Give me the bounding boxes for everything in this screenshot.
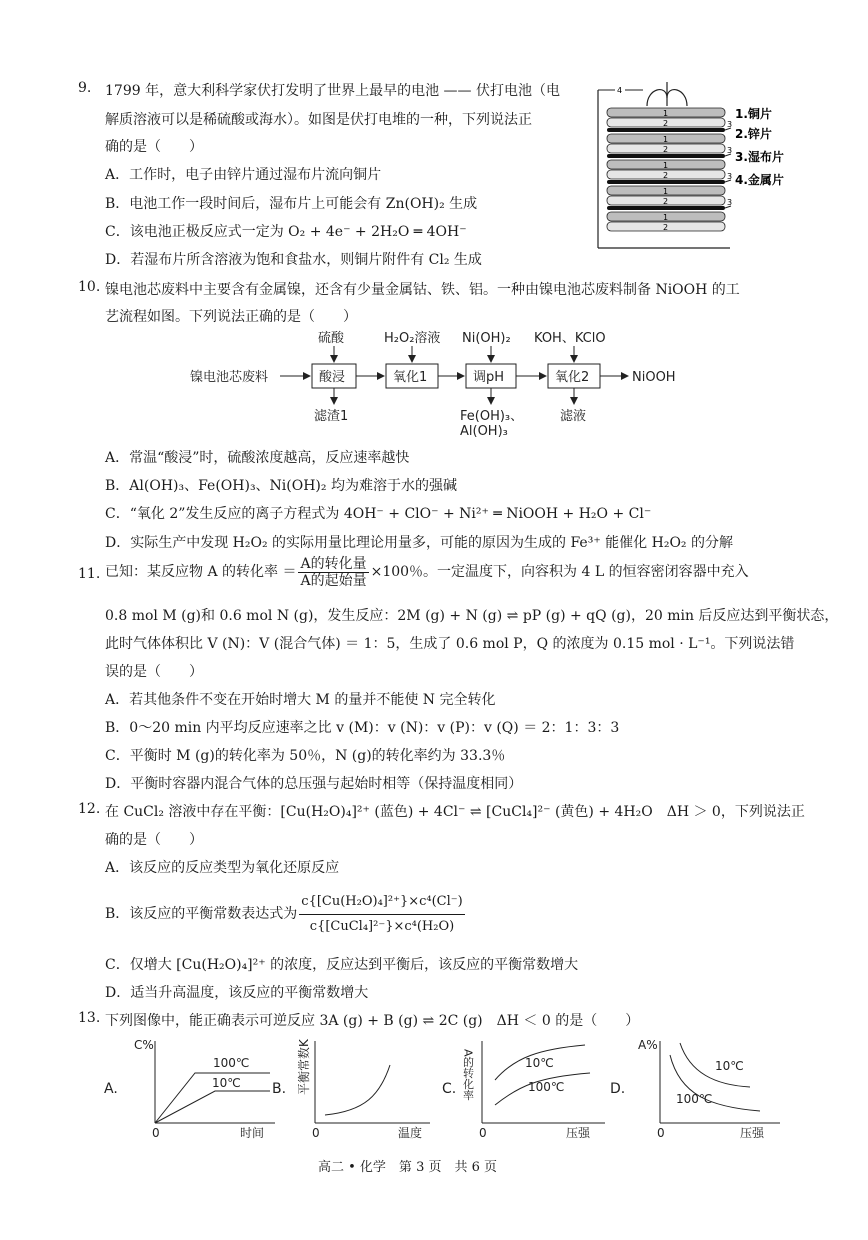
graph-c-origin: 0 <box>479 1126 487 1140</box>
fig-legend-cloth: 3.湿布片 <box>735 150 784 164</box>
flow-oxidation-1: 氧化1 <box>393 370 428 385</box>
pile-layer-label: 3 <box>727 120 733 129</box>
graph-a-xlabel: 时间 <box>240 1126 265 1140</box>
pile-layer-label: 1 <box>663 109 669 118</box>
q12-option-a[interactable]: A．该反应的反应类型为氧化还原反应 <box>105 860 340 876</box>
flow-output-residue: 滤渣1 <box>314 409 349 424</box>
q9-option-c[interactable]: C．该电池正极反应式一定为 O₂ + 4e⁻ + 2H₂O ═ 4OH⁻ <box>105 224 467 240</box>
pile-layer-label: 1 <box>663 213 669 222</box>
q9-option-a[interactable]: A．工作时，电子由锌片通过湿布片流向铜片 <box>105 167 382 183</box>
graph-b-xlabel: 温度 <box>398 1126 423 1140</box>
graph-b-option: B. <box>272 1081 287 1097</box>
page-footer: 高二 • 化学 第 3 页 共 6 页 <box>318 1160 498 1175</box>
graph-d-ylabel: A% <box>638 1038 658 1052</box>
graph-d-origin: 0 <box>657 1126 665 1140</box>
q11-option-b[interactable]: B．0～20 min 内平均反应速率之比 v (M)：v (N)：v (P)：v (Q) ＝ 2：1：3：3 <box>105 720 620 736</box>
q9-stem: 1799 年，意大利科学家伏打发明了世界上最早的电池 —— 伏打电池（电 <box>105 83 560 99</box>
graph-a-curve-10 <box>155 1091 270 1123</box>
q10-option-a[interactable]: A．常温“酸浸”时，硫酸浓度越高，反应速率越快 <box>105 450 410 466</box>
q12-option-b[interactable]: B．该反应的平衡常数表达式为 $\frac{\text{c\{[Cu(H₂O)₄]²⁺\}×c⁴(Cl⁻)}}{\text{c\{[CuCl₄]²⁻\}×c⁴(H₂O)}}$ <box>105 886 467 942</box>
graph-d-label-10: 10℃ <box>715 1059 744 1073</box>
fig-legend-copper: 1.铜片 <box>735 107 772 121</box>
graph-b-ylabel: 平衡常数K <box>297 1039 311 1095</box>
q9-number: 9. <box>78 80 92 96</box>
pile-layer-label: 2 <box>663 171 669 180</box>
flow-acid-leach: 酸浸 <box>319 370 346 385</box>
flow-adjust-ph: 调pH <box>473 370 505 385</box>
graph-a-option: A. <box>104 1081 118 1097</box>
q13-number: 13. <box>78 1010 101 1026</box>
q11-option-d[interactable]: D．平衡时容器内混合气体的总压强与起始时相等（保持温度相同） <box>105 776 523 792</box>
q10-option-b[interactable]: B．Al(OH)₃、Fe(OH)₃、Ni(OH)₂ 均为难溶于水的强碱 <box>105 478 457 494</box>
flow-oxidation-2: 氧化2 <box>555 370 590 385</box>
flow-input-nioh2: Ni(OH)₂ <box>462 331 511 346</box>
pile-layer-label: 2 <box>663 197 669 206</box>
q13-stem: 下列图像中，能正确表示可逆反应 3A (g) + B (g) ⇌ 2C (g) ΔH ＜ 0 的是（ ） <box>105 1013 640 1029</box>
q10-stem: 艺流程如图。下列说法正确的是（ ） <box>105 309 357 325</box>
pile-layer-cloth <box>607 128 725 132</box>
q12-stem: 确的是（ ） <box>105 832 203 848</box>
equilibrium-constant-fraction: $\frac{\text{c\{[Cu(H₂O)₄]²⁺\}×c⁴(Cl⁻)}}{\text{c\{[CuCl₄]²⁻\}×c⁴(H₂O)}}$ <box>299 890 464 939</box>
q9-stem: 解质溶液可以是稀硫酸或海水）。如图是伏打电堆的一种，下列说法正 <box>105 112 532 128</box>
pile-layer-label: 1 <box>663 135 669 144</box>
graph-a-ylabel: C% <box>134 1038 154 1052</box>
pile-layer-cloth <box>607 206 725 210</box>
q12-number: 12. <box>78 801 101 817</box>
pile-layer-label: 3 <box>727 198 733 207</box>
fig-legend-metal: 4.金属片 <box>735 173 784 187</box>
pile-layer-cloth <box>607 180 725 184</box>
fig-legend-zinc: 2.锌片 <box>735 127 772 141</box>
pile-layer-label: 2 <box>663 223 669 232</box>
q12-stem: 在 CuCl₂ 溶液中存在平衡：[Cu(H₂O)₄]²⁺ (蓝色) + 4Cl⁻ ⇌ [CuCl₄]²⁻ (黄色) + 4H₂O ΔH ＞ 0，下列说法正 <box>105 804 805 820</box>
flow-input-h2o2: H₂O₂溶液 <box>384 331 441 346</box>
process-flow-diagram <box>188 328 708 440</box>
flow-input-koh-kclo: KOH、KClO <box>534 331 606 346</box>
fig-label-4: 4 <box>617 86 623 95</box>
graph-a-origin: 0 <box>152 1126 160 1140</box>
pile-layer-label: 2 <box>663 145 669 154</box>
q10-stem: 镍电池芯废料中主要含有金属镍，还含有少量金属钴、铁、铝。一种由镍电池芯废料制备 NiOOH 的工 <box>105 282 740 298</box>
graph-c-ylabel: A的转化率 <box>461 1049 475 1101</box>
graph-c-label-100: 100℃ <box>528 1080 565 1094</box>
graph-c-xlabel: 压强 <box>566 1126 591 1140</box>
flow-product: NiOOH <box>632 370 676 385</box>
q12-option-d[interactable]: D．适当升高温度，该反应的平衡常数增大 <box>105 985 369 1001</box>
flow-output-feoh3: Fe(OH)₃、 <box>460 409 524 424</box>
flow-output-aloh3: Al(OH)₃ <box>460 424 508 439</box>
graph-c-option: C. <box>442 1081 457 1097</box>
pile-layer-label: 1 <box>663 161 669 170</box>
q9-option-d[interactable]: D．若湿布片所含溶液为饱和食盐水，则铜片附件有 Cl₂ 生成 <box>105 252 482 268</box>
graph-d-label-100: 100℃ <box>676 1092 713 1106</box>
pile-layer-label: 2 <box>663 119 669 128</box>
pile-layer-label: 1 <box>663 187 669 196</box>
graph-c-label-10: 10℃ <box>525 1056 554 1070</box>
q10-number: 10. <box>78 279 101 295</box>
conversion-fraction: $\frac{\text{A的转化量}}{\text{A的起始量}}$ <box>300 555 367 589</box>
pile-layer-label: 3 <box>727 146 733 155</box>
q11-option-a[interactable]: A．若其他条件不变在开始时增大 M 的量并不能使 N 完全转化 <box>105 692 496 708</box>
q13-graphs <box>100 1035 800 1145</box>
q9-option-b[interactable]: B．电池工作一段时间后，湿布片上可能会有 Zn(OH)₂ 生成 <box>105 196 478 212</box>
pile-layer-label: 3 <box>727 172 733 181</box>
graph-d-xlabel: 压强 <box>740 1126 765 1140</box>
q10-option-d[interactable]: D．实际生产中发现 H₂O₂ 的实际用量比理论用量多，可能的原因为生成的 Fe³⁺ 能催化 H₂O₂ 的分解 <box>105 535 733 551</box>
flow-output-filtrate: 滤液 <box>560 409 587 424</box>
q11-stem: 误的是（ ） <box>105 664 203 680</box>
q11-stem: 0.8 mol M (g)和 0.6 mol N (g)，发生反应：2M (g) + N (g) ⇌ pP (g) + qQ (g)，20 min 后反应达到平衡状态， <box>105 608 839 624</box>
graph-d-option: D. <box>610 1081 626 1097</box>
q11-number: 11. <box>78 566 101 582</box>
flow-start: 镍电池芯废料 <box>190 370 269 385</box>
q12-option-c[interactable]: C．仅增大 [Cu(H₂O)₄]²⁺ 的浓度，反应达到平衡后，该反应的平衡常数增大 <box>105 957 579 973</box>
flow-input-sulfuric-acid: 硫酸 <box>318 331 345 346</box>
q9-stem: 确的是（ ） <box>105 139 203 155</box>
graph-b-origin: 0 <box>312 1126 320 1140</box>
q11-stem: 已知：某反应物 A 的转化率 ＝ $\frac{\text{A的转化量}}{\text{A的起始量}}$ ×100％。一定温度下，向容积为 4 L 的恒容密闭容器中充入 <box>105 555 749 589</box>
q11-stem: 此时气体体积比 V (N)：V (混合气体) ＝ 1：5，生成了 0.6 mol P，Q 的浓度为 0.15 mol · L⁻¹。下列说法错 <box>105 636 795 652</box>
graph-b-curve <box>325 1065 390 1115</box>
pile-layer-cloth <box>607 154 725 158</box>
voltaic-pile-figure <box>595 78 795 254</box>
q10-option-c[interactable]: C．“氧化 2”发生反应的离子方程式为 4OH⁻ + ClO⁻ + Ni²⁺ ═ NiOOH + H₂O + Cl⁻ <box>105 506 652 522</box>
graph-a-label-10: 10℃ <box>212 1076 241 1090</box>
q11-option-c[interactable]: C．平衡时 M (g)的转化率为 50％，N (g)的转化率约为 33.3％ <box>105 748 506 764</box>
graph-a-label-100: 100℃ <box>213 1056 250 1070</box>
